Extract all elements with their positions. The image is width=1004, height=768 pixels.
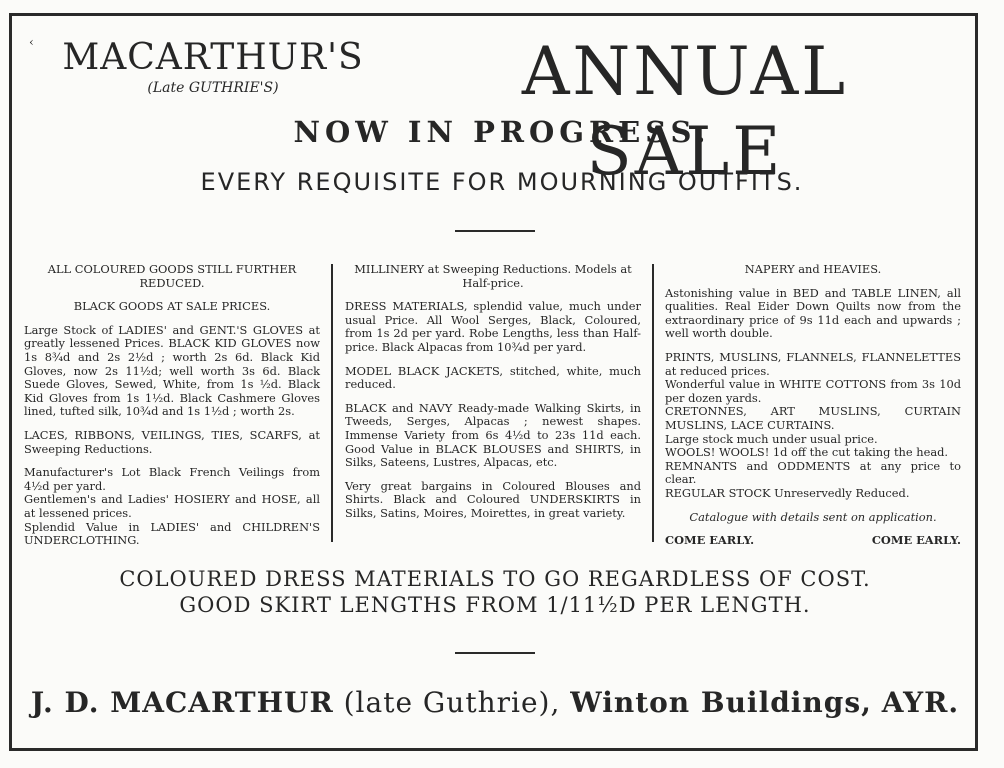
come-early-row xyxy=(665,534,961,548)
divider-rule xyxy=(455,230,535,232)
col3-stock: Large stock much under usual price. xyxy=(665,431,878,446)
col3-prints: PRINTS, MUSLINS, FLANNELS, FLANNELETTES at reduced prices. xyxy=(665,349,961,378)
column-left xyxy=(24,263,320,548)
shop-late-name: (Late GUTHRIE'S) xyxy=(147,80,279,96)
col3-cottons: Wonderful value in WHITE COTTONS from 3s 10d per dozen yards. xyxy=(665,377,961,405)
annual-sale-heading: ANNUAL SALE xyxy=(521,33,849,190)
col2-dress-materials: DRESS MATERIALS, splendid value, much under usual Price. All Wool Serges, Black, Coloured, from 1s 2d per yard. Robe Lengths, less than Half-price. Black Alpacas from 10¾d per yard. xyxy=(345,299,641,354)
col3-wools: WOOLS! WOOLS! 1d off the cut taking the head. xyxy=(665,445,949,460)
now-in-progress-heading: NOW IN PROGRESS. xyxy=(293,115,711,149)
col1-veilings: Manufacturer's Lot Black French Veilings from 4½d per yard. xyxy=(24,465,320,493)
come-early-text: COME EARLY. xyxy=(871,533,961,548)
col3-linen: Astonishing value in BED and TABLE LINEN, all qualities. Real Eider Down Quilts now from the extraordinary price of 9s 11d each and upwards ; well worth double. xyxy=(665,285,961,341)
column-divider xyxy=(331,264,333,542)
shop-name: MACARTHUR'S xyxy=(62,37,364,78)
proprietor-name: J. D. MACARTHUR xyxy=(30,686,334,719)
column-middle xyxy=(345,263,641,521)
stray-mark: ‹ xyxy=(29,35,34,49)
mourning-subheading: EVERY REQUISITE FOR MOURNING OUTFITS. xyxy=(200,168,804,196)
col2-millinery: MILLINERY at Sweeping Reductions. Models at Half-price. xyxy=(354,262,632,290)
col1-hosiery: Gentlemen's and Ladies' HOSIERY and HOSE, all at lessened prices. xyxy=(24,492,320,520)
skirt-lengths-line: GOOD SKIRT LENGTHS FROM 1/11½D PER LENGTH. xyxy=(179,593,811,617)
col1-underclothing: Splendid Value in LADIES' and CHILDREN'S UNDERCLOTHING. xyxy=(24,519,320,548)
column-right xyxy=(665,263,961,548)
column-divider xyxy=(652,264,654,542)
col3-regular-stock: REGULAR STOCK Unreservedly Reduced. xyxy=(665,485,910,500)
footer-address xyxy=(0,686,990,719)
col3-cretonnes: CRETONNES, ART MUSLINS, CURTAIN MUSLINS, LACE CURTAINS. xyxy=(665,404,961,432)
col3-catalogue: Catalogue with details sent on application. xyxy=(689,509,937,524)
col1-gloves: Large Stock of LADIES' and GENT.'S GLOVES at greatly lessened Prices. BLACK KID GLOVES now 1s 8¾d and 2s 2½d ; worth 2s 6d. Black Kid Gloves, now 2s 11½d; well worth 3s 6d. Black Suede Gloves, Sewed, White, from 1s ½d. Black Kid Gloves from 1s 1½d. Black Cashmere Gloves lined, tufted silk, 10¾d and 1s 1½d ; worth 2s. xyxy=(24,322,320,419)
coloured-dress-line: COLOURED DRESS MATERIALS TO GO REGARDLESS OF COST. xyxy=(119,567,871,591)
col1-laces: LACES, RIBBONS, VEILINGS, TIES, SCARFS, at Sweeping Reductions. xyxy=(24,427,320,456)
divider-rule xyxy=(455,652,535,654)
col2-blouses: Very great bargains in Coloured Blouses and Shirts. Black and Coloured UNDERSKIRTS in Silks, Satins, Moires, Moirettes, in great variety. xyxy=(345,478,641,520)
proprietor-late: (late Guthrie), xyxy=(343,686,561,719)
col3-napery: NAPERY and HEAVIES. xyxy=(744,262,882,276)
col3-remnants: REMNANTS and ODDMENTS at any price to clear. xyxy=(665,458,961,487)
town-name: AYR. xyxy=(881,686,960,719)
col2-skirts: BLACK and NAVY Ready-made Walking Skirts, in Tweeds, Serges, Alpacas ; newest shapes. Immense Variety from 6s 4½d to 23s 11d each. Good Value in BLACK BLOUSES and SHIRTS, in Silks, Sateens, Lustres, Alpacas, etc. xyxy=(345,400,641,470)
col1-black-goods: BLACK GOODS AT SALE PRICES. xyxy=(73,299,271,314)
col2-jackets: MODEL BLACK JACKETS, stitched, white, much reduced. xyxy=(345,363,641,392)
building-name: Winton Buildings, xyxy=(570,686,872,719)
col1-reduced: ALL COLOURED GOODS STILL FURTHER REDUCED. xyxy=(47,262,297,290)
come-early-text: COME EARLY. xyxy=(665,533,755,548)
